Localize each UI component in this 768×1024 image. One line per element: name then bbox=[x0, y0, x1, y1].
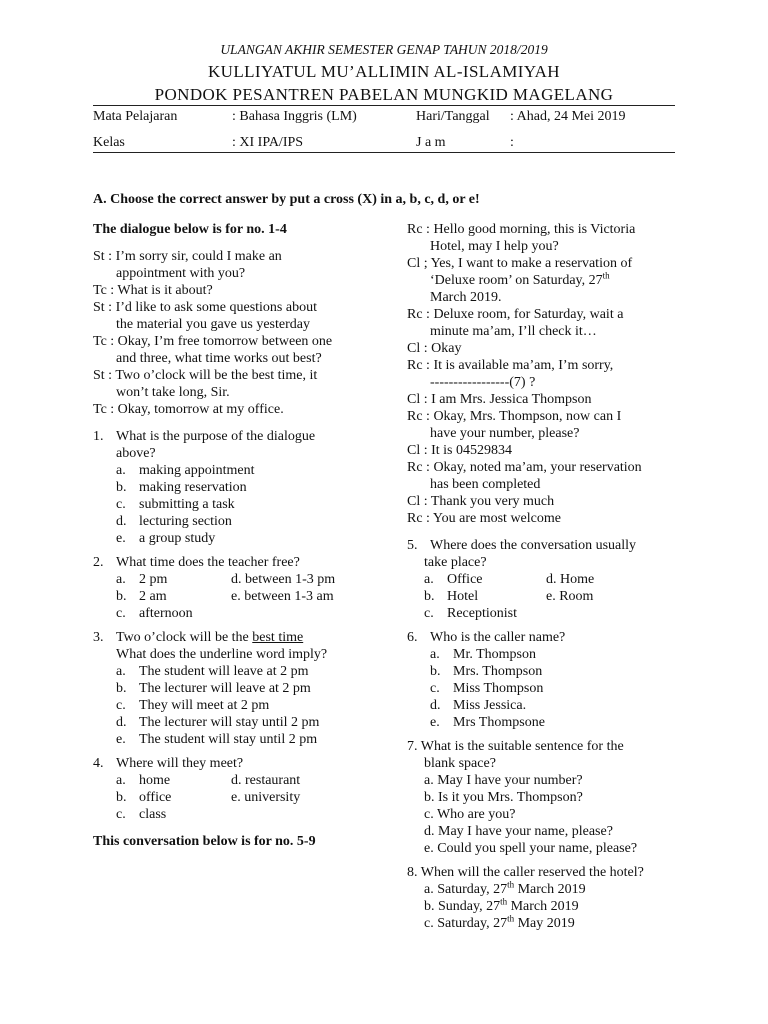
option-text: Miss Jessica. bbox=[453, 698, 527, 713]
option[interactable] bbox=[93, 513, 393, 530]
question-5 bbox=[407, 537, 697, 554]
class-label: Kelas bbox=[93, 135, 125, 150]
ordinal-suffix: th bbox=[507, 913, 515, 924]
underlined-phrase: best time bbox=[252, 630, 304, 645]
option[interactable] bbox=[93, 663, 393, 680]
question-text: blank space? bbox=[424, 756, 496, 771]
question-8: 8. When will the caller reserved the hotel? bbox=[407, 865, 644, 880]
subject-value: : Bahasa Inggris (LM) bbox=[232, 109, 357, 124]
question-number: 5. bbox=[407, 538, 418, 553]
time-label: J a m bbox=[416, 135, 446, 150]
time-value: : bbox=[510, 135, 514, 150]
question-text bbox=[116, 629, 303, 646]
ordinal-suffix: th bbox=[602, 270, 610, 281]
dialogue-2-line: Cl : Thank you very much bbox=[407, 494, 555, 509]
option-text: Mrs Thompsone bbox=[453, 715, 545, 730]
school-name: KULLIYATUL MU’ALLIMIN AL-ISLAMIYAH bbox=[208, 62, 560, 81]
subject-label: Mata Pelajaran bbox=[93, 109, 178, 124]
option[interactable] bbox=[93, 714, 393, 731]
question-text: take place? bbox=[424, 555, 487, 570]
question-text: Who is the caller name? bbox=[430, 630, 566, 645]
option[interactable]: e. Could you spell your name, please? bbox=[424, 841, 638, 856]
option-text: Miss Thompson bbox=[453, 681, 544, 696]
ordinal-suffix: th bbox=[500, 896, 508, 907]
option-letter: b. bbox=[424, 589, 435, 604]
option-letter: e. bbox=[116, 531, 126, 546]
option-text: making reservation bbox=[139, 480, 247, 495]
option-letter: b. bbox=[116, 790, 127, 805]
dialogue-2-line: Cl : It is 04529834 bbox=[407, 443, 513, 458]
option-letter: b. bbox=[116, 589, 127, 604]
dialogue-2-line: minute ma’am, I’ll check it… bbox=[430, 324, 597, 339]
option-text: home bbox=[139, 773, 171, 788]
option-letter: c. bbox=[116, 606, 126, 621]
dialogue-2-text: ‘Deluxe room’ on Saturday, 27 bbox=[430, 273, 603, 288]
option-text: The student will leave at 2 pm bbox=[139, 664, 309, 679]
question-4 bbox=[93, 755, 393, 772]
dialogue-1-line: St : I’m sorry sir, could I make an bbox=[93, 249, 282, 264]
question-7: 7. What is the suitable sentence for the bbox=[407, 739, 624, 754]
option-text: March 2019 bbox=[507, 899, 579, 914]
dialogue-1-line: Tc : Okay, I’m free tomorrow between one bbox=[93, 334, 333, 349]
question-number: 4. bbox=[93, 756, 104, 771]
option-text: d. between 1-3 pm bbox=[231, 572, 336, 587]
option[interactable]: c. Who are you? bbox=[424, 807, 516, 822]
option-letter: a. bbox=[424, 572, 434, 587]
option-text: making appointment bbox=[139, 463, 255, 478]
option-text: Receptionist bbox=[447, 606, 517, 621]
option-text: afternoon bbox=[139, 606, 193, 621]
exam-title: ULANGAN AKHIR SEMESTER GENAP TAHUN 2018/2019 bbox=[220, 42, 548, 57]
option-row[interactable] bbox=[93, 789, 393, 806]
option[interactable] bbox=[93, 697, 393, 714]
right-column bbox=[407, 221, 697, 932]
option-text: 2 am bbox=[139, 589, 167, 604]
dialogue-2-line: have your number, please? bbox=[430, 426, 580, 441]
question-1 bbox=[93, 428, 393, 445]
option[interactable] bbox=[407, 663, 697, 680]
question-text: What does the underline word imply? bbox=[116, 647, 328, 662]
option-text: They will meet at 2 pm bbox=[139, 698, 270, 713]
dialogue-2-heading: This conversation below is for no. 5-9 bbox=[93, 834, 316, 849]
option-row[interactable] bbox=[93, 772, 393, 789]
option-letter: d. bbox=[116, 715, 127, 730]
question-text: above? bbox=[116, 446, 156, 461]
option-row[interactable] bbox=[407, 571, 697, 588]
option[interactable] bbox=[407, 881, 697, 898]
option-letter: c. bbox=[116, 497, 126, 512]
option[interactable]: a. May I have your number? bbox=[424, 773, 583, 788]
option-row[interactable] bbox=[93, 588, 393, 605]
question-text: What is the purpose of the dialogue bbox=[116, 429, 316, 444]
header-divider-bottom bbox=[93, 152, 675, 153]
option-text: e. university bbox=[231, 790, 301, 805]
dialogue-1-line: Tc : What is it about? bbox=[93, 283, 213, 298]
option-row[interactable] bbox=[407, 588, 697, 605]
school-place: PONDOK PESANTREN PABELAN MUNGKID MAGELANG bbox=[154, 85, 614, 104]
option-letter: e. bbox=[116, 732, 126, 747]
question-6 bbox=[407, 629, 697, 646]
option-text: Mrs. Thompson bbox=[453, 664, 543, 679]
dialogue-2-line: Rc : It is available ma’am, I’m sorry, bbox=[407, 358, 614, 373]
option-row[interactable] bbox=[93, 605, 393, 622]
option-letter: a. bbox=[430, 647, 440, 662]
question-text: Where does the conversation usually bbox=[430, 538, 637, 553]
option-letter: c. bbox=[424, 606, 434, 621]
option-text: The student will stay until 2 pm bbox=[139, 732, 318, 747]
dialogue-1-line: won’t take long, Sir. bbox=[116, 385, 230, 400]
class-value: : XI IPA/IPS bbox=[232, 135, 304, 150]
option[interactable]: b. Is it you Mrs. Thompson? bbox=[424, 790, 583, 805]
question-text: What time does the teacher free? bbox=[116, 555, 300, 570]
option-text: Mr. Thompson bbox=[453, 647, 536, 662]
option-letter: b. bbox=[116, 681, 127, 696]
option-text: 2 pm bbox=[139, 572, 168, 587]
option-text: d. restaurant bbox=[231, 773, 301, 788]
option-letter: c. bbox=[116, 698, 126, 713]
dialogue-1-line: and three, what time works out best? bbox=[116, 351, 322, 366]
dialogue-2-line: Rc : Deluxe room, for Saturday, wait a bbox=[407, 307, 624, 322]
option[interactable] bbox=[93, 479, 393, 496]
dialogue-2-line: Cl : Okay bbox=[407, 341, 462, 356]
option[interactable]: d. May I have your name, please? bbox=[424, 824, 613, 839]
section-a-instruction: A. Choose the correct answer by put a cross (X) in a, b, c, d, or e! bbox=[93, 192, 480, 207]
dialogue-2-line: March 2019. bbox=[430, 290, 502, 305]
option-letter: c. bbox=[430, 681, 440, 696]
option-row[interactable] bbox=[93, 571, 393, 588]
option-text: e. Room bbox=[546, 589, 594, 604]
dialogue-2-line: Cl ; Yes, I want to make a reservation of bbox=[407, 256, 633, 271]
option-text: a. Saturday, 27 bbox=[424, 882, 508, 897]
option[interactable] bbox=[407, 915, 697, 932]
dialogue-1-line: Tc : Okay, tomorrow at my office. bbox=[93, 402, 284, 417]
option-text: May 2019 bbox=[514, 916, 575, 931]
option[interactable] bbox=[407, 697, 697, 714]
question-2 bbox=[93, 554, 393, 571]
option-text: The lecturer will leave at 2 pm bbox=[139, 681, 311, 696]
option-text: d. Home bbox=[546, 572, 595, 587]
dialogue-1-line: the material you gave us yesterday bbox=[116, 317, 310, 332]
dialogue-2-blank: -----------------(7) ? bbox=[430, 375, 536, 390]
option-letter: d. bbox=[116, 514, 127, 529]
option[interactable] bbox=[407, 714, 697, 731]
option-text: a group study bbox=[139, 531, 216, 546]
option-text: submitting a task bbox=[139, 497, 235, 512]
option[interactable] bbox=[407, 646, 697, 663]
option[interactable] bbox=[93, 530, 393, 547]
dialogue-2-line: Rc : Okay, noted ma’am, your reservation bbox=[407, 460, 642, 475]
dialogue-1-line: appointment with you? bbox=[116, 266, 246, 281]
day-value: : Ahad, 24 Mei 2019 bbox=[510, 109, 626, 124]
question-text-part: Two o’clock will be the bbox=[116, 630, 253, 645]
option-text: c. Saturday, 27 bbox=[424, 916, 508, 931]
option-letter: e. bbox=[430, 715, 440, 730]
dialogue-2-line: Rc : Okay, Mrs. Thompson, now can I bbox=[407, 409, 622, 424]
option-letter: b. bbox=[430, 664, 441, 679]
option[interactable] bbox=[407, 898, 697, 915]
option-text: e. between 1-3 am bbox=[231, 589, 334, 604]
option-letter: a. bbox=[116, 572, 126, 587]
question-3 bbox=[93, 629, 393, 646]
option[interactable] bbox=[93, 496, 393, 513]
dialogue-2-line: Cl : I am Mrs. Jessica Thompson bbox=[407, 392, 592, 407]
dialogue-2-line: Rc : Hello good morning, this is Victoria bbox=[407, 222, 636, 237]
option-text: class bbox=[139, 807, 167, 822]
ordinal-suffix: th bbox=[507, 879, 515, 890]
day-label: Hari/Tanggal bbox=[416, 109, 490, 124]
question-number: 3. bbox=[93, 630, 104, 645]
option-letter: a. bbox=[116, 773, 126, 788]
option-letter: c. bbox=[116, 807, 126, 822]
dialogue-2-line: Hotel, may I help you? bbox=[430, 239, 559, 254]
option-letter: a. bbox=[116, 463, 126, 478]
option-text: Office bbox=[447, 572, 483, 587]
option-letter: b. bbox=[116, 480, 127, 495]
question-number: 6. bbox=[407, 630, 418, 645]
option-letter: d. bbox=[430, 698, 441, 713]
header-divider-top bbox=[93, 105, 675, 106]
option-text: March 2019 bbox=[514, 882, 586, 897]
left-column bbox=[93, 221, 393, 850]
option[interactable] bbox=[93, 462, 393, 479]
dialogue-2-line: has been completed bbox=[430, 477, 541, 492]
dialogue-1-line: St : I’d like to ask some questions about bbox=[93, 300, 317, 315]
dialogue-2-line bbox=[407, 272, 697, 289]
option-text: b. Sunday, 27 bbox=[424, 899, 501, 914]
dialogue-1-line: St : Two o’clock will be the best time, it bbox=[93, 368, 318, 383]
question-text: Where will they meet? bbox=[116, 756, 244, 771]
option-text: office bbox=[139, 790, 172, 805]
question-number: 2. bbox=[93, 555, 104, 570]
option[interactable] bbox=[407, 680, 697, 697]
option[interactable] bbox=[93, 731, 393, 748]
option-row[interactable] bbox=[93, 806, 393, 823]
option[interactable] bbox=[93, 680, 393, 697]
dialogue-1-heading: The dialogue below is for no. 1-4 bbox=[93, 222, 287, 237]
option-text: lecturing section bbox=[139, 514, 232, 529]
question-number: 1. bbox=[93, 429, 104, 444]
option-row[interactable] bbox=[407, 605, 697, 622]
option-text: The lecturer will stay until 2 pm bbox=[139, 715, 320, 730]
dialogue-2-line: Rc : You are most welcome bbox=[407, 511, 561, 526]
option-letter: a. bbox=[116, 664, 126, 679]
option-text: Hotel bbox=[447, 589, 479, 604]
